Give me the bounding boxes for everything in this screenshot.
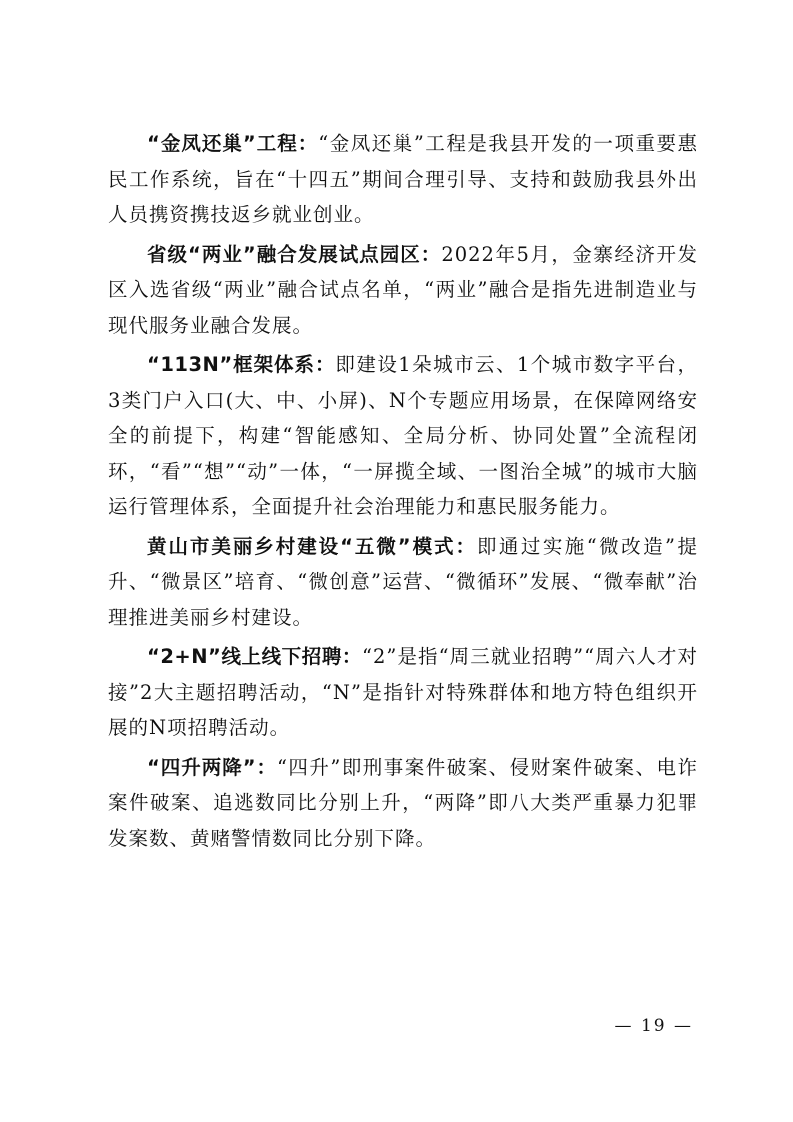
glossary-definition: 2022年5月，金寨经济开发区入选省级“两业”融合试点名单，“两业”融合是指先进制造业与现代服务业融合发展。 [108,242,698,337]
glossary-definition: “2”是指“周三就业招聘”“周六人才对接”2大主题招聘活动，“N”是指针对特殊群体和地方特色组织开展的N项招聘活动。 [108,645,698,739]
glossary-term: “113N”框架体系： [147,353,336,376]
glossary-term: “2+N”线上线下招聘： [147,645,363,668]
page-number: — 19 — [614,1016,693,1036]
glossary-term: 黄山市美丽乡村建设“五微”模式： [147,534,477,558]
glossary-definition: 即建设1朵城市云、1个城市数字平台，3类门户入口(大、中、小屏)、N个专题应用场景，在保障网络安全的前提下，构建“智能感知、全局分析、协同处置”全流程闭环，“看”“想”“动”一体，“一屏揽全域、一图治全城”的城市大脑运行管理体系，全面提升社会治理能力和惠民服务能力。 [108,353,698,518]
glossary-entry-liangye [108,237,698,344]
glossary-entry-recruitment [108,639,698,746]
glossary-definition: “四升”即刑事案件破案、侵财案件破案、电诈案件破案、追逃数同比分别上升，“两降”即八大类严重暴力犯罪发案数、黄赌警情数同比分别下降。 [108,755,698,850]
glossary-entry-113n [108,347,698,525]
glossary-entry-sisheng [108,750,698,857]
glossary-definition: “金凤还巢”工程是我县开发的一项重要惠民工作系统，旨在“十四五”期间合理引导、支持和鼓励我县外出人员携资携技返乡就业创业。 [108,132,698,226]
glossary-content [108,126,698,856]
glossary-term: “金凤还巢”工程： [147,132,319,155]
glossary-term: 省级“两业”融合发展试点园区： [147,242,442,266]
glossary-term: “四升两降”： [147,755,277,779]
glossary-entry-jinfeng [108,126,698,233]
glossary-definition: 即通过实施“微改造”提升、“微景区”培育、“微创意”运营、“微循环”发展、“微奉献”治理推进美丽乡村建设。 [108,534,698,629]
glossary-entry-wuwei [108,529,698,636]
